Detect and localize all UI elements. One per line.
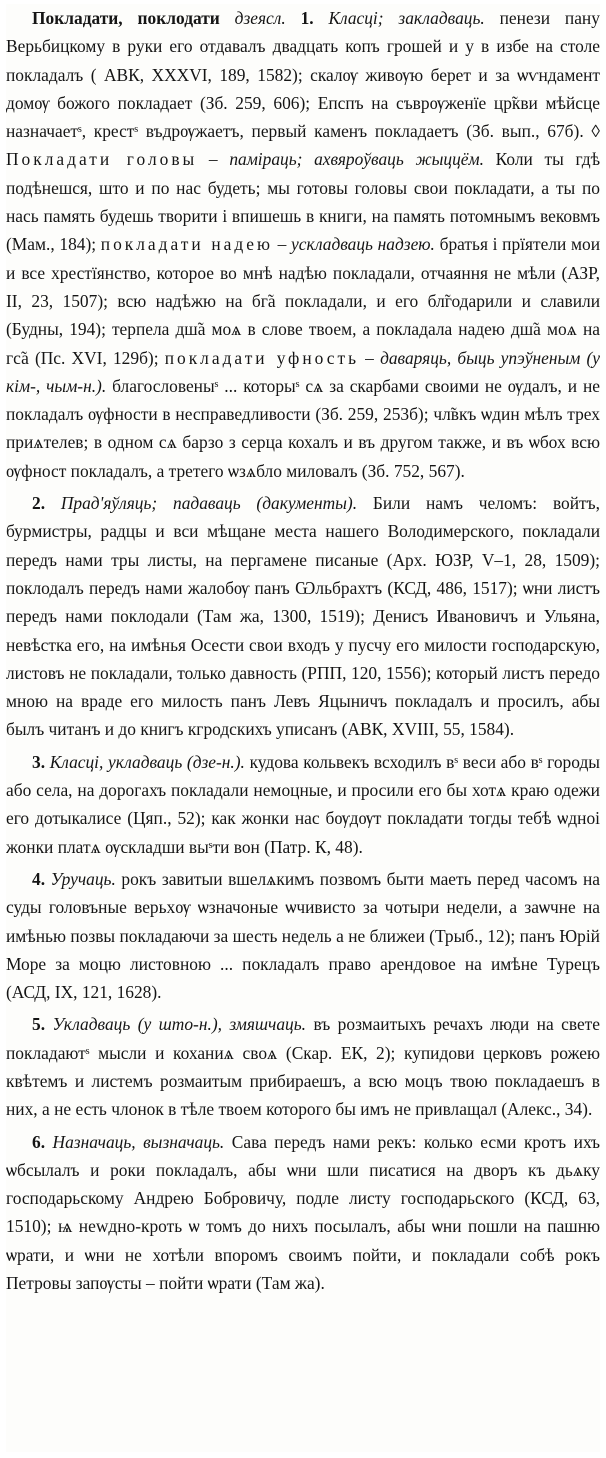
phrase-headword: Покладати головы [6, 149, 198, 170]
entry-sense-1 [6, 4, 600, 485]
entry-sense-4 [6, 865, 600, 1006]
sense-number: 4. [32, 868, 46, 889]
sense-gloss: Класці; закладваць. [328, 8, 485, 28]
grammar-label: дзеясл. [234, 8, 286, 28]
dictionary-page [6, 4, 600, 1452]
citation-text: въ розмаитыхъ речахъ люди на свете покладаютˢ мысли и коханиѧ своѧ (Скар. ЕК, 2); купидови церковъ рожею квѣтемъ и листемъ розмаитым прибираешъ, а всю моцъ твою покладаешъ в них, а не есть члонок в тѣле твоем которого бы имъ не привлащал (Алекс., 34). [6, 1014, 600, 1120]
sense-number: 6. [32, 1131, 46, 1152]
sense-number: 3. [32, 751, 46, 772]
gloss-text: даваряць, быць упэўненым (у кім-, чым-н.). [6, 347, 600, 396]
headword: Покладати, поклодати [32, 8, 220, 28]
citation-text: кудова кольвекъ всходилъ вˢ веси або вˢ городы або села, на дорогахъ покладали немоцные, и просили его бы хотѧ краю одежи его дотыкалисе (Цяп., 52); как жонки нас бѹдѹт покладати тогды тебѣ ѡдноi жонки платѧ ѹскладши выˢти вон (Патр. К, 48). [6, 751, 600, 857]
entry-sense-3 [6, 748, 600, 861]
citation-text: – [197, 149, 230, 170]
phrase-headword: покладати надею [100, 234, 273, 255]
entry-sense-5 [6, 1010, 600, 1123]
citation-text: – [359, 347, 381, 368]
sense-gloss: Укладваць (у што-н.), змяшчаць. [52, 1014, 307, 1035]
sense-body [6, 1132, 600, 1293]
citation-text: Коли ты гдѣ подѣнешся, што и по нас будеть; мы готовы головы свои покладати, а ты по нась память будешь творити і впишешь в книги, на память потомнымъ вековмъ (Мам., 184); [6, 149, 600, 255]
citation-text: братья і прїятели мои и все хрестїянство, которое во мнѣ надѣю покладали, отчаяння не мѣли (АЗР, II, 23, 1507); всю надѣжю на бг̃а покладали, и его бл̃годарили и славили (Будны, 194); терпела дш̃а моѧ в слове твоем, а покладала надею дш̃а моѧ на гс̃а (Пс. XVI, 129б); [6, 234, 600, 368]
entry-sense-2 [6, 489, 600, 744]
phrase-headword: покладати уфность [164, 347, 359, 368]
sense-number: 5. [32, 1014, 46, 1035]
citation-text: рокъ завитыи вшелѧкимъ позвомъ быти маеть перед часомъ на суды головъные верьхѹ ѡзначоные ѡчивисто за чотыри недели, а заѡчне на имѣнью позвы покладаючи за шесть недель а не ближеи (Трыб., 12); панъ Юрій Море за моцю листовною ... покладалъ право арендовое на имѣне Турецъ (АСД, IX, 121, 1628). [6, 868, 600, 1003]
gloss-text: ускладваць надзею. [291, 234, 435, 255]
sense-gloss: Назначаць, вызначаць. [52, 1131, 225, 1152]
sense-gloss: Прад'яўляць; падаваць (дакументы). [60, 493, 358, 514]
citation-text: пенези пану Верьбицкому в руки его отдавалъ двадцать копъ грошей и у в избе на столе покладалъ ( АВК, XXXVI, 189, 1582); скалѹ живѹю берет и за ѡѵндамент домѹ божого покладает (Зб. 259, 606); Епспъ на съврѹженїе цр̃кви мѣйсце назначаетˢ, крестˢ въдрѹжаетъ, первый каменъ покладаетъ (Зб. вып., 67б). ◊ [6, 8, 600, 142]
sense-gloss: Уручаць. [50, 868, 116, 889]
entry-sense-6 [6, 1128, 600, 1298]
sense-number: 2. [32, 493, 46, 514]
citation-text: Били намъ челомъ: войтъ, бурмистры, радцы и вси мѣщане места нашего Володимерского, покладали передъ нами тры листы, на пергамене писаные (Арх. ЮЗР, V–1, 28, 1509); поклодалъ передъ нами жалобѹ панъ Ѡльбрахтъ (КСД, 486, 1517); ѡни листъ передъ нами поклодали (Там жа, 1300, 1519); Денисъ Ивановичъ и Ульяна, невѣстка его, на имѣнья Осести свои входъ у пусчу его милости господарскую, листовъ не покладали, только давность (РПП, 120, 1556); который листъ передо мною на враде его милость панъ Левъ Яцыничъ покладалъ и просилъ, абы былъ читанъ и до книгъ кгродскихъ уписанъ (АВК, XVIII, 55, 1584). [6, 493, 600, 740]
sense-number: 1. [300, 8, 314, 28]
sense-gloss: Класці, укладваць (дзе-н.). [49, 751, 245, 772]
citation-text: Сава передъ нами рекъ: колько есми кротъ ихъ ѡбсылалъ и роки покладалъ, абы ѡни шли писатися на дворъ къ дьѧку господарьскому Андрею Бобровичу, подле листу господарьского (КСД, 63, 1510); ѩ неwдно-кроть ѡ томъ до нихъ посылалъ, абы ѡни пошли на пашню ѡрати, и ѡни не хотѣли впоромъ своимъ пойти, и покладали собѣ рокъ Петровы запѹсты – пойти ѡрати (Там жа). [6, 1131, 600, 1294]
citation-text: – [272, 234, 292, 255]
sense-body [6, 8, 600, 481]
gloss-text: паміраць; ахвяроўваць жыццём. [229, 149, 484, 170]
citation-text: благословеныˢ ... которыˢ сѧ за скарбами своими не ѹдалъ, и не покладалъ ѹфности в несправедливости (Зб. 259, 253б); чл̃вкъ ѡдин мѣлъ трех приѧтелев; в одном сѧ барзо з серца кохалъ и въ другом также, и въ ѡбох всю ѹфност покладалъ, а третего ѡзѧбло миловалъ (Зб. 752, 567). [6, 375, 600, 481]
sense-body [6, 493, 600, 739]
dictionary-entry [6, 4, 600, 1297]
